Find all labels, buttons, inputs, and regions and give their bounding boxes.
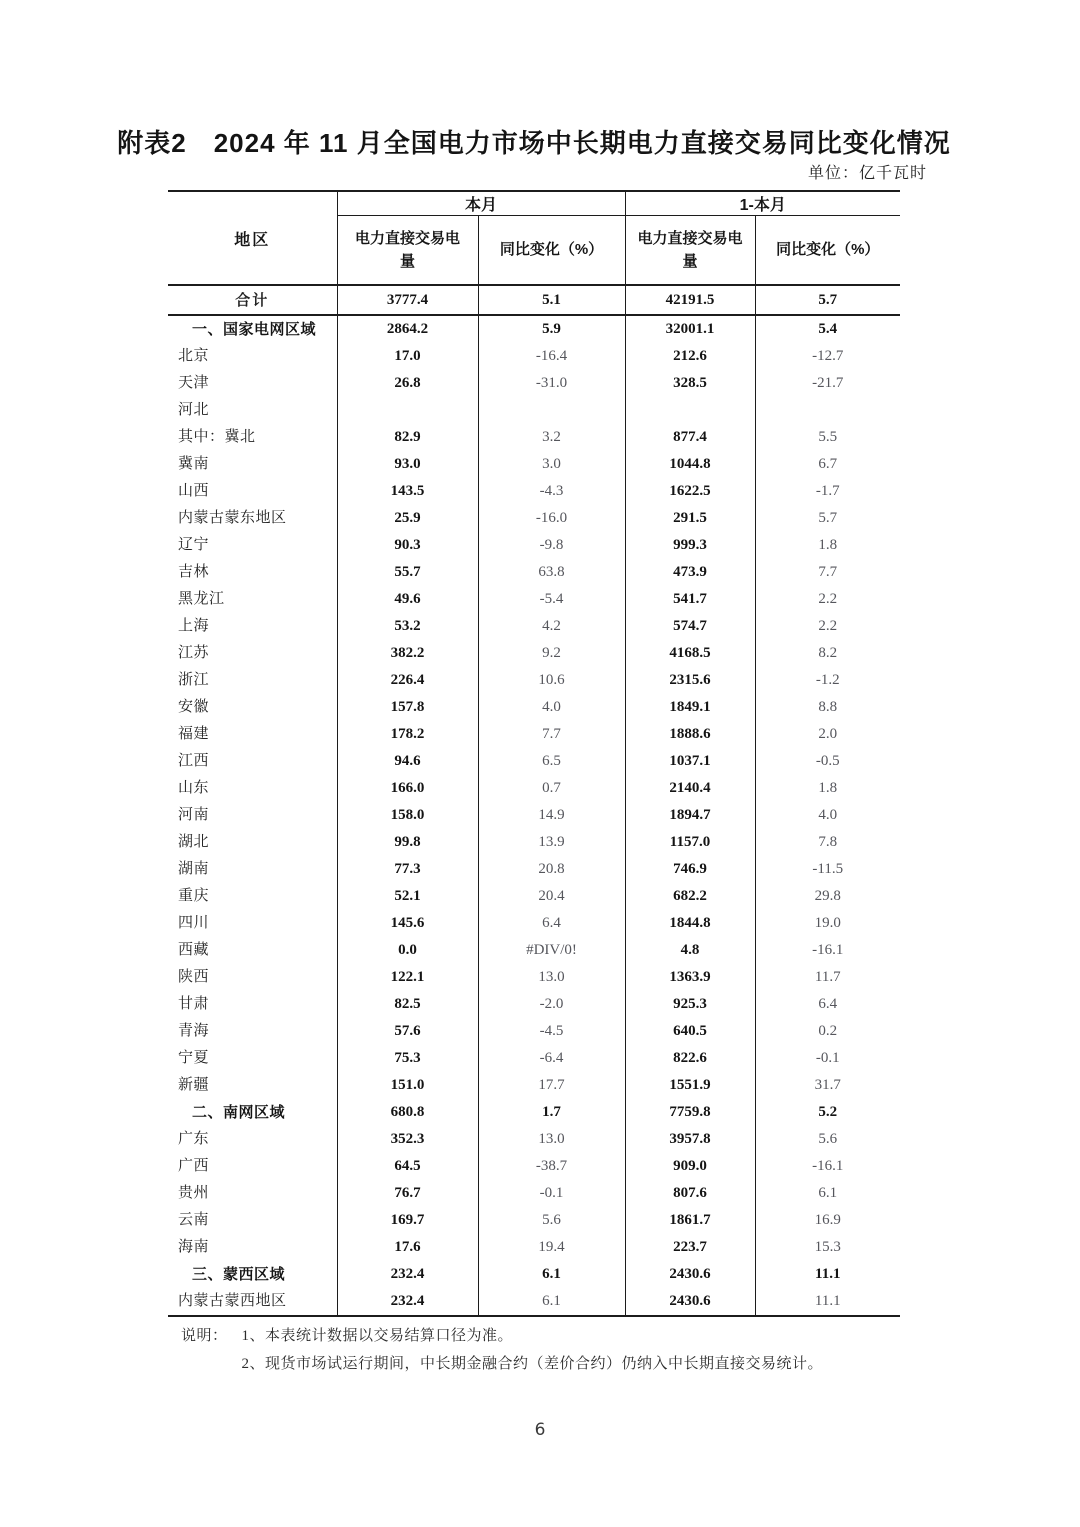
region-cell: 四川 bbox=[168, 910, 337, 937]
value-cell: 1894.7 bbox=[625, 802, 755, 829]
value-cell: 6.4 bbox=[478, 910, 625, 937]
region-cell: 福建 bbox=[168, 721, 337, 748]
table-row bbox=[168, 370, 900, 397]
value-cell: 3.2 bbox=[478, 424, 625, 451]
value-cell: 3777.4 bbox=[337, 285, 478, 315]
table-header bbox=[168, 191, 900, 285]
table-row bbox=[168, 1126, 900, 1153]
value-cell: -5.4 bbox=[478, 586, 625, 613]
value-cell: 29.8 bbox=[814, 888, 841, 904]
value-cell: 19.4 bbox=[478, 1234, 625, 1261]
value-cell: 0.7 bbox=[478, 775, 625, 802]
value-cell: 42191.5 bbox=[625, 285, 755, 315]
value-cell: -16.1 bbox=[812, 942, 844, 958]
value-cell: 291.5 bbox=[625, 505, 755, 532]
value-cell: 0.2 bbox=[818, 1023, 838, 1039]
value-cell: 999.3 bbox=[625, 532, 755, 559]
table-row bbox=[168, 640, 900, 667]
value-cell bbox=[478, 397, 625, 424]
value-cell: 75.3 bbox=[337, 1045, 478, 1072]
table-row bbox=[168, 1234, 900, 1261]
region-cell: 新疆 bbox=[168, 1072, 337, 1099]
value-cell: 52.1 bbox=[337, 883, 478, 910]
value-cell: 5.7 bbox=[818, 510, 838, 526]
value-cell: 7.7 bbox=[818, 564, 838, 580]
value-cell: 4.0 bbox=[818, 807, 838, 823]
value-cell: 5.5 bbox=[818, 429, 838, 445]
value-cell: 93.0 bbox=[337, 451, 478, 478]
value-cell: 19.0 bbox=[814, 915, 841, 931]
region-cell: 甘肃 bbox=[168, 991, 337, 1018]
value-cell: 151.0 bbox=[337, 1072, 478, 1099]
value-cell: 6.1 bbox=[478, 1288, 625, 1316]
value-cell: 5.4 bbox=[818, 321, 838, 337]
value-cell: 5.2 bbox=[818, 1104, 838, 1120]
value-cell: 223.7 bbox=[625, 1234, 755, 1261]
note-item: 1、本表统计数据以交易结算口径为准。 bbox=[241, 1328, 514, 1344]
value-cell: 7.7 bbox=[478, 721, 625, 748]
region-cell: 山西 bbox=[168, 478, 337, 505]
value-cell: 57.6 bbox=[337, 1018, 478, 1045]
value-cell: #DIV/0! bbox=[478, 937, 625, 964]
value-cell bbox=[625, 397, 755, 424]
header-group-row bbox=[168, 191, 900, 216]
table-row bbox=[168, 1045, 900, 1072]
value-cell: -1.7 bbox=[815, 483, 840, 499]
value-cell: 2.2 bbox=[818, 591, 838, 607]
table-row bbox=[168, 424, 900, 451]
value-cell: 99.8 bbox=[337, 829, 478, 856]
value-cell: 2315.6 bbox=[625, 667, 755, 694]
value-cell: -16.0 bbox=[478, 505, 625, 532]
value-cell: 2.2 bbox=[818, 618, 838, 634]
value-cell: 64.5 bbox=[337, 1153, 478, 1180]
value-cell: 13.0 bbox=[478, 964, 625, 991]
value-cell: 5.6 bbox=[818, 1131, 838, 1147]
value-cell: 94.6 bbox=[337, 748, 478, 775]
value-cell: 925.3 bbox=[625, 991, 755, 1018]
page-title: 附表2 2024 年 11 月全国电力市场中长期电力直接交易同比变化情况 bbox=[117, 128, 951, 158]
value-cell: 1861.7 bbox=[625, 1207, 755, 1234]
value-cell: 13.9 bbox=[478, 829, 625, 856]
value-cell: 1.7 bbox=[478, 1099, 625, 1126]
region-cell: 江西 bbox=[168, 748, 337, 775]
value-cell: 1844.8 bbox=[625, 910, 755, 937]
region-cell: 辽宁 bbox=[168, 532, 337, 559]
region-cell: 河南 bbox=[168, 802, 337, 829]
header-current-month: 本月 bbox=[337, 191, 625, 216]
value-cell: 1622.5 bbox=[625, 478, 755, 505]
value-cell: 807.6 bbox=[625, 1180, 755, 1207]
value-cell: 14.9 bbox=[478, 802, 625, 829]
value-cell: 55.7 bbox=[337, 559, 478, 586]
table-row bbox=[168, 1207, 900, 1234]
value-cell: 541.7 bbox=[625, 586, 755, 613]
value-cell: 0.0 bbox=[337, 937, 478, 964]
value-cell: -11.5 bbox=[812, 861, 844, 877]
value-cell: 7.8 bbox=[818, 834, 838, 850]
region-cell: 重庆 bbox=[168, 883, 337, 910]
value-cell: 20.4 bbox=[478, 883, 625, 910]
value-cell: -0.1 bbox=[478, 1180, 625, 1207]
header-volume-current: 电力直接交易电量 bbox=[337, 216, 478, 286]
value-cell: 2140.4 bbox=[625, 775, 755, 802]
unit-label: 单位：亿千瓦时 bbox=[807, 165, 927, 182]
value-cell: 32001.1 bbox=[625, 315, 755, 343]
value-cell: 1363.9 bbox=[625, 964, 755, 991]
value-cell: 5.1 bbox=[478, 285, 625, 315]
value-cell: 11.7 bbox=[814, 969, 841, 985]
table-body bbox=[168, 285, 900, 1316]
value-cell: 76.7 bbox=[337, 1180, 478, 1207]
value-cell: 1157.0 bbox=[625, 829, 755, 856]
value-cell: 5.7 bbox=[755, 285, 900, 315]
value-cell: 328.5 bbox=[625, 370, 755, 397]
region-cell: 贵州 bbox=[168, 1180, 337, 1207]
value-cell: 25.9 bbox=[337, 505, 478, 532]
value-cell: 90.3 bbox=[337, 532, 478, 559]
value-cell: 1044.8 bbox=[625, 451, 755, 478]
value-cell: 6.7 bbox=[818, 456, 838, 472]
region-cell: 青海 bbox=[168, 1018, 337, 1045]
value-cell: 169.7 bbox=[337, 1207, 478, 1234]
value-cell: 822.6 bbox=[625, 1045, 755, 1072]
table-row bbox=[168, 1180, 900, 1207]
value-cell: 178.2 bbox=[337, 721, 478, 748]
value-cell: -16.4 bbox=[478, 343, 625, 370]
region-cell: 一、国家电网区域 bbox=[168, 315, 337, 343]
region-cell: 三、蒙西区域 bbox=[168, 1261, 337, 1288]
header-yoy-current: 同比变化（%） bbox=[478, 216, 625, 286]
table-row bbox=[168, 937, 900, 964]
region-cell: 天津 bbox=[168, 370, 337, 397]
header-volume-cumulative: 电力直接交易电量 bbox=[625, 216, 755, 286]
region-cell: 上海 bbox=[168, 613, 337, 640]
table-row bbox=[168, 315, 900, 343]
table-row bbox=[168, 1072, 900, 1099]
note-item: 2、现货市场试运行期间，中长期金融合约（差价合约）仍纳入中长期直接交易统计。 bbox=[241, 1356, 824, 1372]
value-cell: 909.0 bbox=[625, 1153, 755, 1180]
value-cell: 1.8 bbox=[818, 537, 838, 553]
value-cell: 49.6 bbox=[337, 586, 478, 613]
value-cell: -4.5 bbox=[478, 1018, 625, 1045]
region-cell: 云南 bbox=[168, 1207, 337, 1234]
table-row bbox=[168, 478, 900, 505]
value-cell: 4.0 bbox=[478, 694, 625, 721]
table-row bbox=[168, 586, 900, 613]
header-region: 地区 bbox=[168, 191, 337, 285]
region-cell: 黑龙江 bbox=[168, 586, 337, 613]
value-cell: 82.5 bbox=[337, 991, 478, 1018]
value-cell: 6.5 bbox=[478, 748, 625, 775]
header-yoy-cumulative: 同比变化（%） bbox=[755, 216, 900, 286]
region-cell: 吉林 bbox=[168, 559, 337, 586]
value-cell: 2430.6 bbox=[625, 1288, 755, 1316]
value-cell: 9.2 bbox=[478, 640, 625, 667]
table-row bbox=[168, 532, 900, 559]
value-cell: 5.6 bbox=[478, 1207, 625, 1234]
value-cell: 166.0 bbox=[337, 775, 478, 802]
value-cell: 4.8 bbox=[625, 937, 755, 964]
value-cell: 640.5 bbox=[625, 1018, 755, 1045]
value-cell: 2.0 bbox=[818, 726, 838, 742]
value-cell: 17.0 bbox=[337, 343, 478, 370]
table-row bbox=[168, 910, 900, 937]
table-row bbox=[168, 613, 900, 640]
value-cell: 8.2 bbox=[818, 645, 838, 661]
table-row bbox=[168, 829, 900, 856]
value-cell: -38.7 bbox=[478, 1153, 625, 1180]
value-cell: 13.0 bbox=[478, 1126, 625, 1153]
value-cell: -0.1 bbox=[815, 1050, 840, 1066]
table-row bbox=[168, 802, 900, 829]
region-cell: 内蒙古蒙西地区 bbox=[168, 1288, 337, 1316]
value-cell: 680.8 bbox=[337, 1099, 478, 1126]
region-cell: 北京 bbox=[168, 343, 337, 370]
table-row bbox=[168, 1288, 900, 1316]
value-cell: 158.0 bbox=[337, 802, 478, 829]
notes-items bbox=[228, 1322, 941, 1378]
table-row bbox=[168, 451, 900, 478]
value-cell: 1849.1 bbox=[625, 694, 755, 721]
table-row bbox=[168, 343, 900, 370]
value-cell: 145.6 bbox=[337, 910, 478, 937]
value-cell: -2.0 bbox=[478, 991, 625, 1018]
value-cell: -16.1 bbox=[812, 1158, 844, 1174]
value-cell: 143.5 bbox=[337, 478, 478, 505]
table-row bbox=[168, 667, 900, 694]
region-cell: 二、南网区域 bbox=[168, 1099, 337, 1126]
table-row bbox=[168, 397, 900, 424]
table-row bbox=[168, 964, 900, 991]
value-cell: -4.3 bbox=[478, 478, 625, 505]
value-cell: 7759.8 bbox=[625, 1099, 755, 1126]
data-table bbox=[168, 190, 900, 1317]
table-row bbox=[168, 1099, 900, 1126]
region-cell: 广东 bbox=[168, 1126, 337, 1153]
region-cell: 陕西 bbox=[168, 964, 337, 991]
value-cell: 382.2 bbox=[337, 640, 478, 667]
value-cell: 6.1 bbox=[818, 1185, 838, 1201]
region-cell: 冀南 bbox=[168, 451, 337, 478]
value-cell: 26.8 bbox=[337, 370, 478, 397]
region-cell: 西藏 bbox=[168, 937, 337, 964]
value-cell: 574.7 bbox=[625, 613, 755, 640]
value-cell: 3957.8 bbox=[625, 1126, 755, 1153]
value-cell: 3.0 bbox=[478, 451, 625, 478]
value-cell: 473.9 bbox=[625, 559, 755, 586]
region-cell: 宁夏 bbox=[168, 1045, 337, 1072]
header-cumulative-month: 1-本月 bbox=[625, 191, 900, 216]
value-cell: 20.8 bbox=[478, 856, 625, 883]
value-cell: 2864.2 bbox=[337, 315, 478, 343]
value-cell: 232.4 bbox=[337, 1288, 478, 1316]
value-cell: 226.4 bbox=[337, 667, 478, 694]
table-row bbox=[168, 1018, 900, 1045]
table-row bbox=[168, 883, 900, 910]
value-cell: 232.4 bbox=[337, 1261, 478, 1288]
region-cell: 湖北 bbox=[168, 829, 337, 856]
value-cell: 31.7 bbox=[814, 1077, 841, 1093]
region-cell: 广西 bbox=[168, 1153, 337, 1180]
table-row bbox=[168, 1153, 900, 1180]
value-cell: 4.2 bbox=[478, 613, 625, 640]
table-row bbox=[168, 285, 900, 315]
value-cell: 6.4 bbox=[818, 996, 838, 1012]
value-cell: 1551.9 bbox=[625, 1072, 755, 1099]
value-cell: 10.6 bbox=[478, 667, 625, 694]
region-cell: 其中：冀北 bbox=[168, 424, 337, 451]
value-cell: 82.9 bbox=[337, 424, 478, 451]
value-cell: -12.7 bbox=[812, 348, 844, 364]
value-cell: 682.2 bbox=[625, 883, 755, 910]
region-cell: 安徽 bbox=[168, 694, 337, 721]
value-cell: 157.8 bbox=[337, 694, 478, 721]
page-number: 6 bbox=[534, 1420, 546, 1440]
region-cell: 河北 bbox=[168, 397, 337, 424]
value-cell: 877.4 bbox=[625, 424, 755, 451]
value-cell: 2430.6 bbox=[625, 1261, 755, 1288]
region-cell: 江苏 bbox=[168, 640, 337, 667]
value-cell bbox=[755, 397, 900, 424]
notes-label: 说明： bbox=[181, 1328, 228, 1344]
value-cell: 15.3 bbox=[814, 1239, 841, 1255]
value-cell: 122.1 bbox=[337, 964, 478, 991]
table-row bbox=[168, 856, 900, 883]
value-cell: 63.8 bbox=[478, 559, 625, 586]
value-cell: 1.8 bbox=[818, 780, 838, 796]
value-cell: 5.9 bbox=[478, 315, 625, 343]
table-row bbox=[168, 1261, 900, 1288]
value-cell: -0.5 bbox=[815, 753, 840, 769]
region-cell: 内蒙古蒙东地区 bbox=[168, 505, 337, 532]
table-row bbox=[168, 559, 900, 586]
value-cell: -1.2 bbox=[815, 672, 840, 688]
region-cell: 湖南 bbox=[168, 856, 337, 883]
value-cell: 4168.5 bbox=[625, 640, 755, 667]
value-cell: -31.0 bbox=[478, 370, 625, 397]
value-cell: -9.8 bbox=[478, 532, 625, 559]
value-cell: 77.3 bbox=[337, 856, 478, 883]
region-cell: 山东 bbox=[168, 775, 337, 802]
value-cell bbox=[337, 397, 478, 424]
table-row bbox=[168, 748, 900, 775]
value-cell: 352.3 bbox=[337, 1126, 478, 1153]
region-cell: 合计 bbox=[168, 285, 337, 315]
region-cell: 海南 bbox=[168, 1234, 337, 1261]
table-row bbox=[168, 505, 900, 532]
notes-block bbox=[181, 1322, 941, 1378]
value-cell: 746.9 bbox=[625, 856, 755, 883]
table-row bbox=[168, 775, 900, 802]
value-cell: 11.1 bbox=[815, 1266, 841, 1282]
value-cell: -6.4 bbox=[478, 1045, 625, 1072]
table-row bbox=[168, 694, 900, 721]
value-cell: 53.2 bbox=[337, 613, 478, 640]
value-cell: 6.1 bbox=[478, 1261, 625, 1288]
value-cell: 17.7 bbox=[478, 1072, 625, 1099]
value-cell: -21.7 bbox=[812, 375, 844, 391]
value-cell: 1037.1 bbox=[625, 748, 755, 775]
value-cell: 212.6 bbox=[625, 343, 755, 370]
value-cell: 16.9 bbox=[814, 1212, 841, 1228]
value-cell: 1888.6 bbox=[625, 721, 755, 748]
region-cell: 浙江 bbox=[168, 667, 337, 694]
value-cell: 17.6 bbox=[337, 1234, 478, 1261]
value-cell: 8.8 bbox=[818, 699, 838, 715]
table-row bbox=[168, 991, 900, 1018]
table-row bbox=[168, 721, 900, 748]
value-cell: 11.1 bbox=[814, 1293, 841, 1309]
